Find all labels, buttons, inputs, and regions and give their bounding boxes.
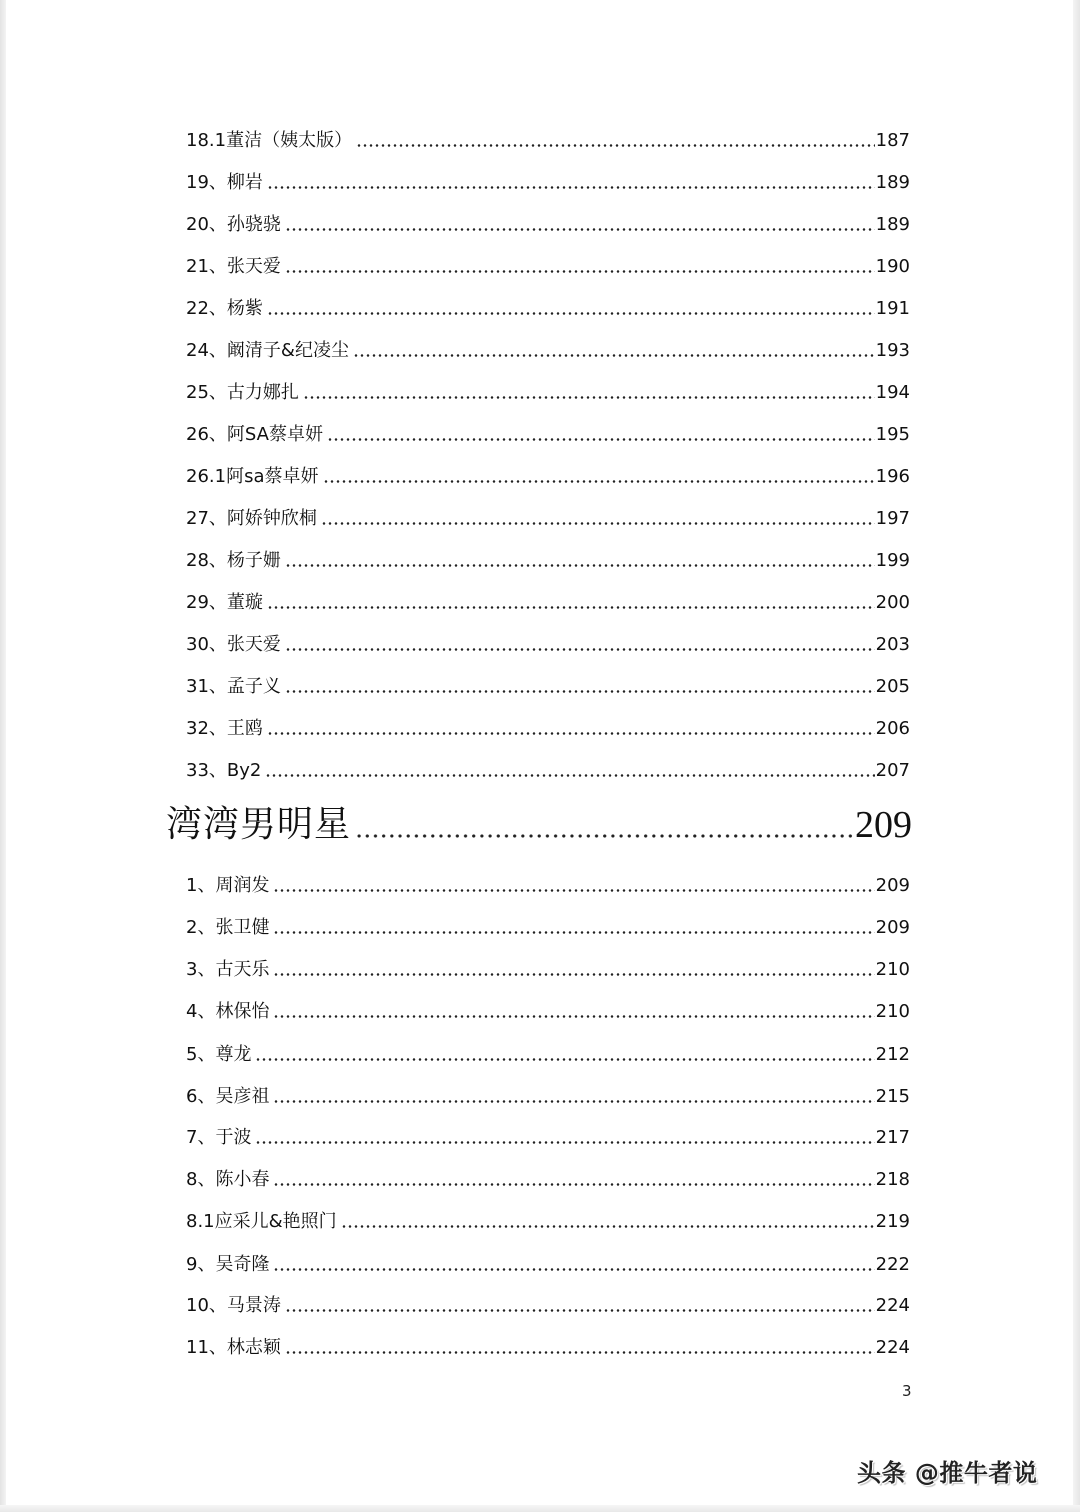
toc-entry[interactable] [186, 127, 910, 155]
dot-leader [271, 1083, 874, 1111]
toc-entry[interactable] [186, 169, 910, 197]
toc-entry[interactable] [186, 547, 910, 575]
toc-entry-page: 189 [875, 172, 910, 193]
page-number: 3 [902, 1382, 912, 1400]
dot-leader [265, 715, 875, 743]
toc-entry[interactable] [186, 211, 910, 239]
toc-entry-page: 197 [875, 508, 910, 529]
toc-entry-page: 195 [875, 424, 910, 445]
toc-page [166, 0, 912, 1512]
toc-entry-title: 2、张卫健 [186, 917, 270, 938]
toc-entry-page: 196 [875, 466, 910, 487]
toc-entry-page: 224 [875, 1295, 910, 1316]
toc-entry-page: 200 [875, 592, 910, 613]
toc-entry[interactable] [186, 631, 910, 659]
dot-leader [321, 463, 875, 491]
dot-leader [253, 1041, 874, 1069]
toc-entry-page: 194 [875, 382, 910, 403]
toc-entry-title: 20、孙骁骁 [186, 214, 281, 235]
toc-entry[interactable] [186, 914, 910, 942]
dot-leader [325, 421, 875, 449]
toc-entry-page: 210 [875, 1001, 910, 1022]
dot-leader [271, 872, 874, 900]
toc-entry-title: 1、周润发 [186, 875, 270, 896]
toc-entry-title: 8.1应采儿&艳照门 [186, 1211, 337, 1232]
toc-entry-page: 199 [875, 550, 910, 571]
toc-entry-page: 206 [875, 718, 910, 739]
toc-entry-page: 193 [875, 340, 910, 361]
dot-leader [351, 337, 875, 365]
toc-entry-title: 6、吴彦祖 [186, 1086, 270, 1107]
dot-leader [271, 998, 874, 1026]
toc-entry-page: 212 [875, 1044, 910, 1065]
dot-leader [263, 757, 874, 785]
toc-section-heading[interactable] [166, 800, 912, 850]
toc-entry[interactable] [186, 253, 910, 281]
toc-entry[interactable] [186, 1208, 910, 1236]
toc-entry[interactable] [186, 998, 910, 1026]
toc-entry-page: 217 [875, 1127, 910, 1148]
toc-entry-title: 22、杨紫 [186, 298, 263, 319]
toc-entry-page: 209 [875, 875, 910, 896]
toc-entry[interactable] [186, 1124, 910, 1152]
toc-entry-page: 190 [875, 256, 910, 277]
toc-entry-title: 21、张天爱 [186, 256, 281, 277]
page-edge-left [0, 0, 6, 1512]
dot-leader [283, 253, 875, 281]
toc-entry[interactable] [186, 673, 910, 701]
dot-leader [253, 1124, 874, 1152]
dot-leader [283, 631, 875, 659]
toc-entry-title: 7、于波 [186, 1127, 252, 1148]
dot-leader [271, 1251, 874, 1279]
dot-leader [351, 800, 855, 850]
toc-entry-page: 205 [875, 676, 910, 697]
dot-leader [271, 914, 874, 942]
toc-entry[interactable] [186, 1292, 910, 1320]
toc-entry[interactable] [186, 505, 910, 533]
toc-entry-page: 203 [875, 634, 910, 655]
toc-entry[interactable] [186, 589, 910, 617]
toc-entry[interactable] [186, 1083, 910, 1111]
toc-entry-title: 31、孟子义 [186, 676, 281, 697]
toc-entry-title: 18.1董洁（姨太版） [186, 130, 353, 151]
toc-entry-title: 3、古天乐 [186, 959, 270, 980]
toc-entry-page: 222 [875, 1254, 910, 1275]
dot-leader [265, 295, 875, 323]
toc-entry-title: 25、古力娜扎 [186, 382, 299, 403]
dot-leader [271, 1166, 874, 1194]
toc-entry-page: 191 [875, 298, 910, 319]
toc-entry[interactable] [186, 295, 910, 323]
toc-entry-title: 10、马景涛 [186, 1295, 281, 1316]
section-page: 209 [855, 804, 912, 846]
toc-entry-page: 218 [875, 1169, 910, 1190]
dot-leader [265, 169, 875, 197]
section-title: 湾湾男明星 [166, 804, 352, 845]
toc-entry[interactable] [186, 337, 910, 365]
toc-entry-title: 19、柳岩 [186, 172, 263, 193]
dot-leader [283, 1292, 875, 1320]
toc-entry-title: 33、By2 [186, 760, 262, 781]
toc-entry-title: 9、吴奇隆 [186, 1254, 270, 1275]
toc-entry[interactable] [186, 757, 910, 785]
toc-entry-page: 215 [875, 1086, 910, 1107]
toc-entry-title: 29、董璇 [186, 592, 263, 613]
dot-leader [283, 211, 875, 239]
toc-entry[interactable] [186, 1334, 910, 1362]
toc-entry[interactable] [186, 379, 910, 407]
toc-entry-page: 224 [875, 1337, 910, 1358]
toc-entry[interactable] [186, 715, 910, 743]
toc-entry-title: 11、林志颖 [186, 1337, 281, 1358]
watermark: 头条 @推牛者说 [857, 1459, 1038, 1487]
toc-entry-page: 207 [875, 760, 910, 781]
toc-entry[interactable] [186, 1041, 910, 1069]
toc-entry[interactable] [186, 872, 910, 900]
toc-entry-page: 189 [875, 214, 910, 235]
dot-leader [283, 547, 875, 575]
toc-entry[interactable] [186, 1251, 910, 1279]
dot-leader [319, 505, 875, 533]
toc-entry-title: 8、陈小春 [186, 1169, 270, 1190]
toc-entry-title: 30、张天爱 [186, 634, 281, 655]
toc-entry[interactable] [186, 463, 910, 491]
toc-entry-title: 27、阿娇钟欣桐 [186, 508, 317, 529]
toc-entry-title: 26.1阿sa蔡卓妍 [186, 466, 319, 487]
toc-entry-title: 4、林保怡 [186, 1001, 270, 1022]
toc-entry[interactable] [186, 421, 910, 449]
toc-entry-title: 26、阿SA蔡卓妍 [186, 424, 323, 445]
toc-entry[interactable] [186, 956, 910, 984]
toc-entry-page: 219 [875, 1211, 910, 1232]
dot-leader [271, 956, 874, 984]
toc-entry-title: 28、杨子姗 [186, 550, 281, 571]
toc-entry[interactable] [186, 1166, 910, 1194]
toc-entry-title: 32、王鸥 [186, 718, 263, 739]
dot-leader [265, 589, 875, 617]
toc-entry-title: 24、阚清子&纪凌尘 [186, 340, 349, 361]
dot-leader [354, 127, 875, 155]
toc-entry-page: 209 [875, 917, 910, 938]
toc-entry-title: 5、尊龙 [186, 1044, 252, 1065]
dot-leader [283, 1334, 875, 1362]
toc-entry-page: 210 [875, 959, 910, 980]
page-edge-right [1073, 0, 1080, 1512]
dot-leader [339, 1208, 875, 1236]
dot-leader [301, 379, 875, 407]
toc-entry-page: 187 [875, 130, 910, 151]
dot-leader [283, 673, 875, 701]
